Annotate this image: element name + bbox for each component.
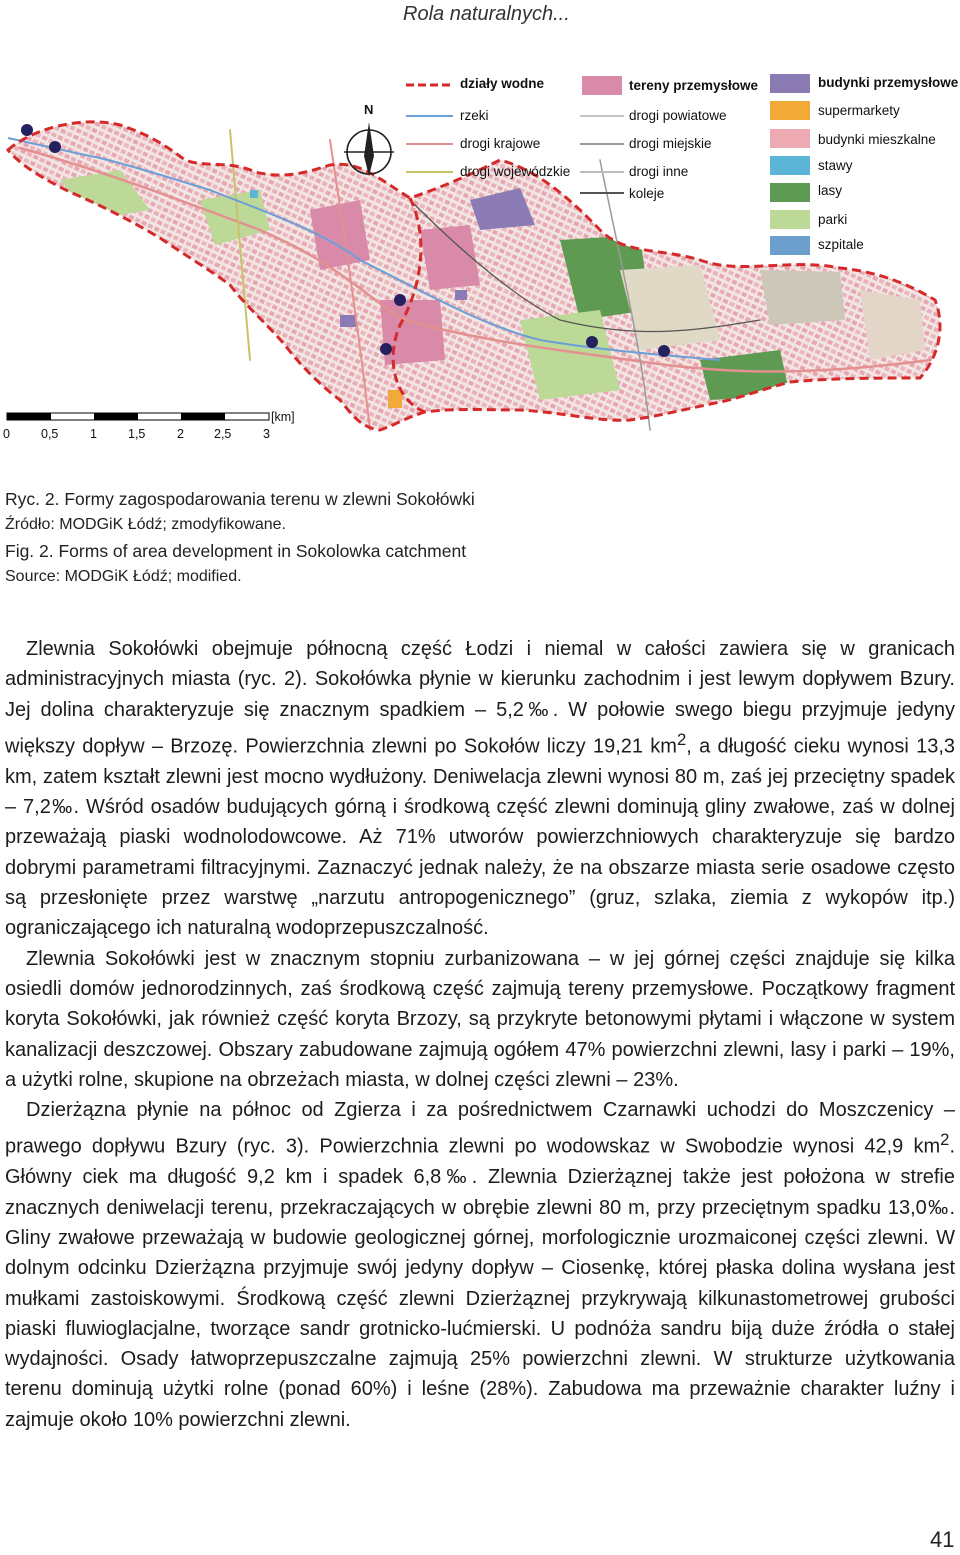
legend-railways-label: koleje <box>629 186 665 201</box>
scale-tick: 1 <box>90 427 97 441</box>
legend-watershed-label: działy wodne <box>460 76 545 91</box>
legend-city-roads-label: drogi miejskie <box>629 136 712 151</box>
gauge-point <box>658 345 670 357</box>
legend-industrial-buildings-label: budynki przemysłowe <box>818 75 959 90</box>
legend-other-roads-label: drogi inne <box>629 164 689 179</box>
gauge-point <box>49 141 61 153</box>
gauge-point <box>21 124 33 136</box>
caption-title-pl: Ryc. 2. Formy zagospodarowania terenu w zlewni Sokołówki <box>5 489 475 509</box>
legend-forests-label: lasy <box>818 183 843 198</box>
legend-voivodeship-roads-label: drogi wojewódzkie <box>460 164 571 179</box>
scale-tick: 2 <box>177 427 184 441</box>
legend-hospitals-label: szpitale <box>818 237 864 252</box>
gauge-point <box>380 343 392 355</box>
north-label: N <box>364 102 374 117</box>
gauge-point <box>394 294 406 306</box>
article-body <box>5 634 955 1435</box>
scale-tick: 0,5 <box>41 427 59 441</box>
legend-national-roads-label: drogi krajowe <box>460 136 541 151</box>
paragraph-1: Zlewnia Sokołówki obejmuje północną część Łodzi i niemal w całości zawiera się w granicach administracyjnych miasta (ryc. 2). Sokołówka płynie w kierunku zachodnim i jest lewym dopływem Bzury. Jej dolina charakteryzuje się znacznym spadkiem – 5,2‰. W połowie swego biegu przyjmuje jedyny większy dopływ – Brzozę. Powierzchnia zlewni po Sokołów liczy 19,21 $km^2$, a długość cieku wynosi 13,3 km, zatem kształt zlewni jest mocno wydłużony. Deniwelacja zlewni wynosi 80 m, zaś jej przeciętny spadek – 7,2‰. Wśród osadów budujących górną i środkową część zlewni dominują gliny zwałowe, zaś w dolnej przeważają piaski wodnolodowcowe. Aż 71% utworów powierzchniowych charakteryzuje się bardzo dobrymi parametrami filtracyjnymi. Zaznaczyć jednak należy, że na obszarze miasta serie osadowe często są przesłonięte przez warstwę „narzutu antropogenicznego” (gruz, szlaka, ziemia z wykopów itp.) ograniczającego ich naturalną wodoprzepuszczalność. <box>5 638 956 940</box>
caption-source-pl: Źródło: MODGiK Łódź; zmodyfikowane. <box>5 516 286 533</box>
legend-residential-buildings-label: budynki mieszkalne <box>818 132 936 147</box>
scale-tick: 2,5 <box>214 427 232 441</box>
scale-unit: [km] <box>271 410 295 424</box>
catchment-map-figure <box>0 60 960 450</box>
legend-county-roads-label: drogi powiatowe <box>629 108 727 123</box>
scale-tick: 1,5 <box>128 427 146 441</box>
scale-tick: 3 <box>263 427 270 441</box>
legend-ponds-label: stawy <box>818 158 853 173</box>
gauge-point <box>586 336 598 348</box>
legend-rivers-label: rzeki <box>460 108 489 123</box>
running-title: Rola naturalnych... <box>403 3 570 25</box>
paragraph-2: Zlewnia Sokołówki jest w znacznym stopniu zurbanizowana – w jej górnej części znajduje się kilka osiedli domów jednorodzinnych, zaś środkową część zajmują tereny przemysłowe. Początkowy fragment koryta Sokołówki, jak również część koryta Brzozy, są przykryte betonowymi płytami i włączone w system kanalizacji deszczowej. Obszary zabudowane zajmują ogółem 47% powierzchni zlewni, lasy i parki – 19%, a użytki rolne, skupione na obrzeżach miasta, w dolnej części zlewni – 23%. <box>5 947 955 1091</box>
paragraph-3: Dzierżązna płynie na północ od Zgierza i za pośrednictwem Czarnawki uchodzi do Moszczenicy – prawego dopływu Bzury (ryc. 3). Powierzchnia zlewni po wodowskaz w Swobodzie wynosi 42,9 $km^2$. Główny ciek ma długość 9,2 km i spadek 6,8‰. Zlewnia Dzierżąznej także jest położona w strefie znacznych deniwelacji terenu, przekraczających w obrębie zlewni 80 m, przy przeciętnym spadku 13,0‰. Gliny zwałowe przeważają w budowie geologicznej górnej, morfologicznie urozmaiconej części zlewni. W dolnym odcinku Dzierżązna przyjmuje swój jedyny dopływ – Ciosenkę, której płaska dolina wysłana jest mułkami zastoiskowymi. Środkową część zlewni Dzierżąznej przykrywają kilkunastometrowej grubości piaski fluwioglacjalne, tworzące sandr grotnicko-lućmierski. U podnóża sandru biją duże źródła o stałej wydajności. Osady łatwoprzepuszczalne zajmują 25% powierzchni zlewni. W strukturze użytkowania terenu dominują użytki rolne (ponad 60%) i leśne (28%). Zabudowa ma przeważnie charakter luźny i zajmuje około 10% powierzchni zlewni. <box>5 1099 955 1431</box>
legend-industrial-areas-label: tereny przemysłowe <box>629 78 759 93</box>
legend-parks-label: parki <box>818 212 848 227</box>
scale-tick: 0 <box>3 427 10 441</box>
legend-supermarkets-label: supermarkety <box>818 103 900 118</box>
caption-source-en: Source: MODGiK Łódź; modified. <box>5 568 242 585</box>
caption-title-en: Fig. 2. Forms of area development in Sokolowka catchment <box>5 541 467 561</box>
page-number: 41 <box>930 1527 955 1552</box>
figure-caption <box>5 486 475 590</box>
scale-bar <box>7 413 269 420</box>
